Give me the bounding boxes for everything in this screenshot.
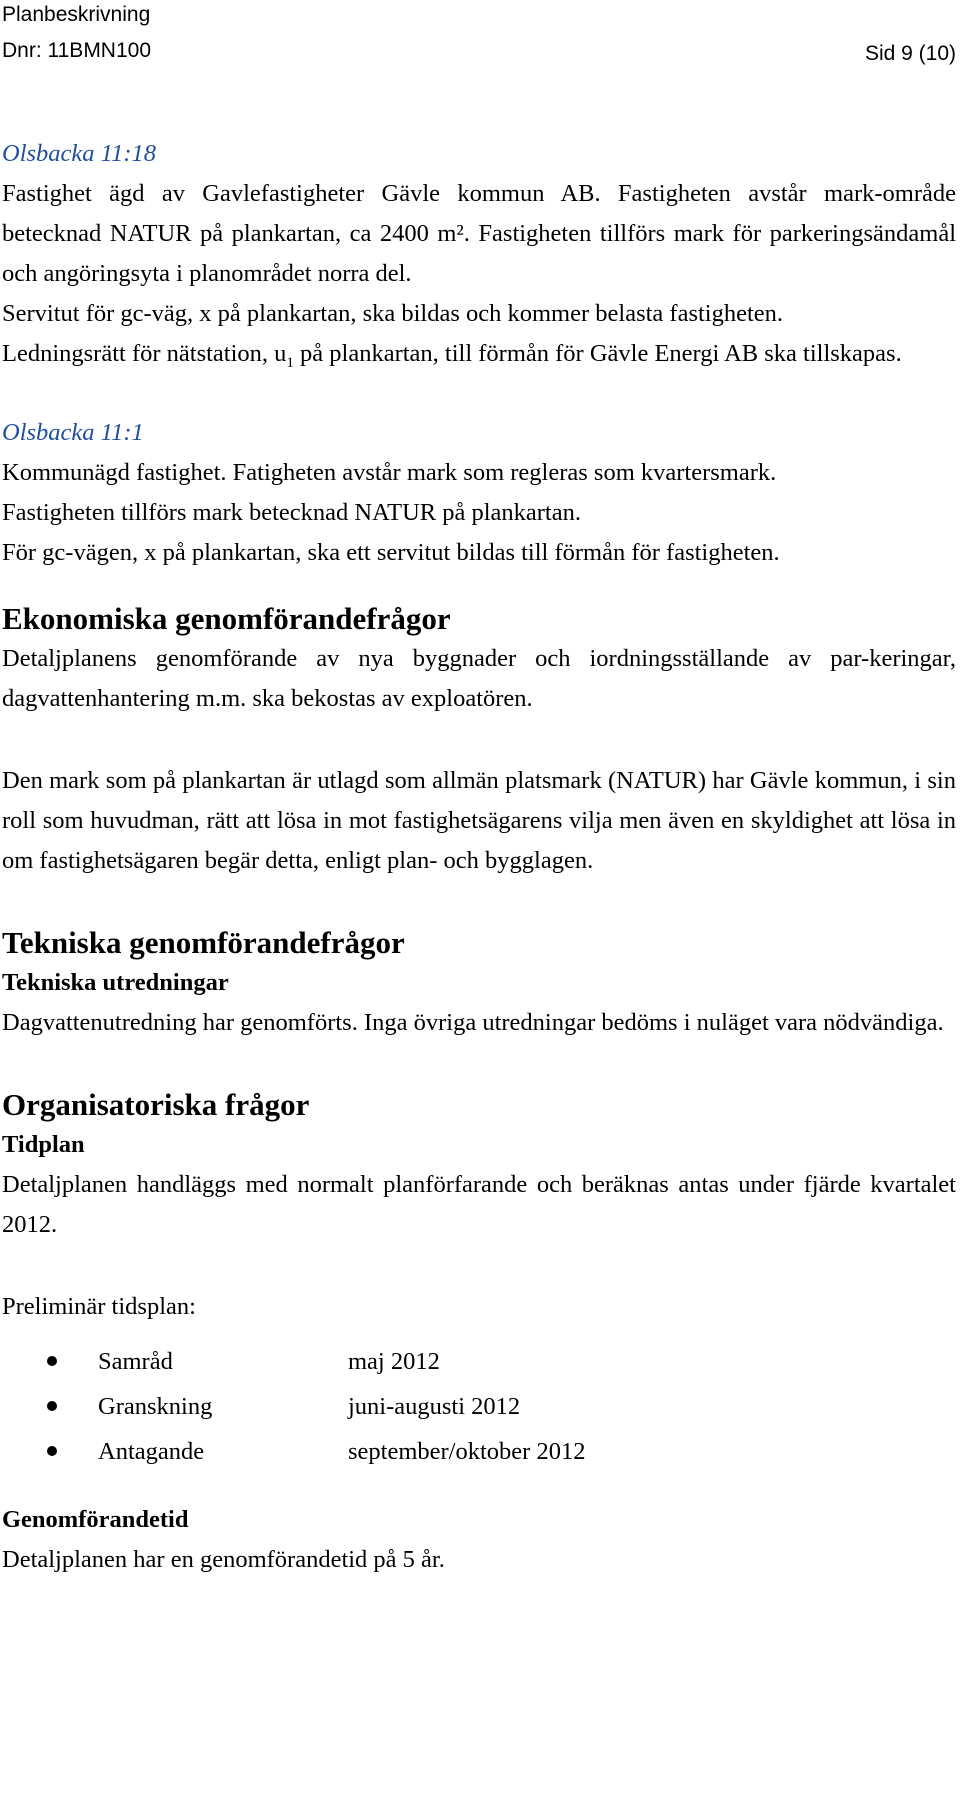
spacer [2,1245,956,1287]
ekonomiska-paragraph-2: Den mark som på plankartan är utlagd som allmän platsmark (NATUR) har Gävle kommun, i sin roll som huvudman, rätt att lösa in mot fastighetsägarens vilja men även en skyldighet att lösa in om fastighetsägaren begär detta, enligt plan- och bygglagen. [2,766,956,874]
spacer [2,1043,956,1085]
spacer [2,881,956,923]
ledning-text-end: på plankartan, till förmån för Gävle Energi AB ska tillskapas. [293,340,902,367]
property-11-1-line1: Kommunägd fastighet. Fatigheten avstår mark som regleras som kvartersmark. [2,458,777,486]
schedule-list [2,1339,956,1474]
schedule-date: september/oktober 2012 [348,1437,586,1465]
list-item [2,1339,956,1384]
spacer [2,1474,956,1500]
subheading-tekniska-utredningar: Tekniska utredningar [2,968,229,996]
bullet-icon [47,1401,57,1411]
section-heading-tekniska: Tekniska genomförandefrågor [2,924,405,960]
document-number: Dnr: 11BMN100 [2,39,152,62]
page-number: Sid 9 (10) [864,42,956,65]
property-11-18-servitut: Servitut för gc-väg, x på plankartan, ska bildas och kommer belasta fastigheten. [2,300,784,327]
schedule-date: juni-augusti 2012 [348,1392,521,1420]
spacer [2,573,956,599]
list-item [2,1429,956,1474]
schedule-phase: Antagande [98,1437,205,1465]
schedule-phase: Samråd [98,1347,173,1375]
bullet-icon [47,1446,57,1456]
property-11-18-ledningsratt [2,334,956,383]
property-heading-11-1: Olsbacka 11:1 [2,418,144,446]
document-title: Planbeskrivning [2,3,151,26]
tidplan-paragraph: Detaljplanen handläggs med normalt planförfarande och beräknas antas under fjärde kvartalet 2012. [2,1170,956,1238]
subheading-tidplan: Tidplan [2,1130,85,1158]
property-11-1-line2: Fastigheten tillförs mark betecknad NATUR på plankartan. [2,498,581,526]
ledning-subscript: 1 [286,354,294,371]
schedule-phase: Granskning [98,1392,213,1420]
property-heading-11-18: Olsbacka 11:18 [2,140,156,167]
section-heading-organisatoriska: Organisatoriska frågor [2,1086,310,1122]
bullet-icon [47,1356,57,1366]
schedule-date: maj 2012 [348,1347,440,1375]
preliminary-schedule-label: Preliminär tidsplan: [2,1292,196,1320]
tekniska-paragraph: Dagvattenutredning har genomförts. Inga övriga utredningar bedöms i nuläget vara nödvändiga. [2,1008,944,1036]
subheading-genomforandetid: Genomförandetid [2,1505,189,1533]
property-11-1-line3: För gc-vägen, x på plankartan, ska ett servitut bildas till förmån för fastigheten. [2,538,780,566]
property-11-18-text: Fastighet ägd av Gavlefastigheter Gävle kommun AB. Fastigheten avstår mark-område betecknad NATUR på plankartan, ca 2400 m². Fastigheten tillförs mark för parkeringsändamål och angöringsyta i planområdet norra del. [2,180,956,287]
genomforandetid-paragraph: Detaljplanen har en genomförandetid på 5 år. [2,1545,445,1573]
section-heading-ekonomiska: Ekonomiska genomförandefrågor [2,600,451,636]
ledning-text-start: Ledningsrätt för nätstation, u [2,340,287,367]
list-item [2,1384,956,1429]
page-header [0,0,960,80]
spacer [2,383,956,413]
spacer [2,719,956,761]
document-body [2,134,956,1580]
ekonomiska-paragraph-1: Detaljplanens genomförande av nya byggnader och iordningsställande av par-keringar, dagvattenhantering m.m. ska bekostas av exploatören. [2,644,956,712]
